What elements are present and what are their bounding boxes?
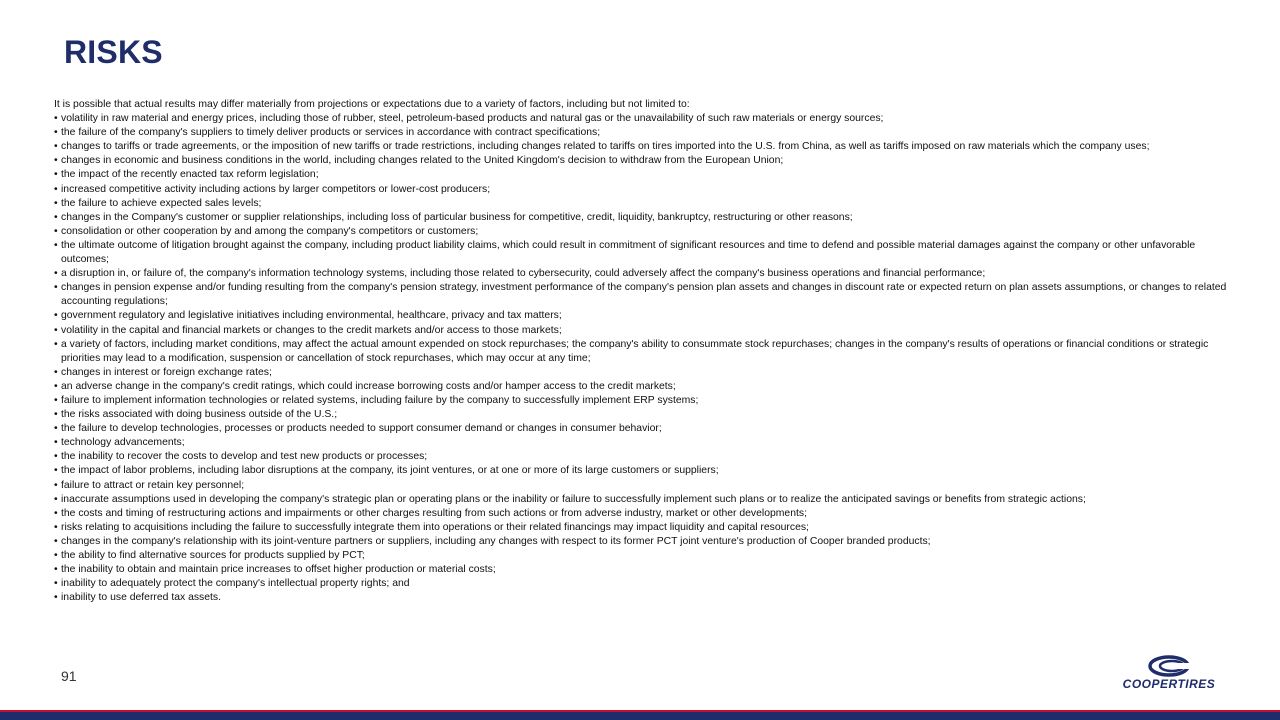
risk-item-text: changes in pension expense and/or funding resulting from the company's pension strategy, investment performance of the company's pension plan assets and changes in discount rate or expected return on plan assets assumptions, or changes to related accounting regulations; (61, 282, 1227, 308)
bullet-icon: • (54, 127, 58, 139)
bullet-icon: • (54, 535, 58, 547)
risk-item-text: failure to attract or retain key personnel; (61, 479, 245, 491)
risk-item (54, 422, 1229, 436)
risk-item (54, 154, 1229, 168)
risk-item (54, 309, 1229, 323)
logo-wordmark: COOPERTIRES (1122, 677, 1216, 691)
risk-item-text: the ability to find alternative sources for products supplied by PCT; (61, 550, 365, 561)
risk-item (54, 394, 1229, 408)
footer-accent-stripe (0, 710, 1280, 712)
risk-item-text: the ultimate outcome of litigation brought against the company, including product liability claims, which could result in commitment of significant resources and time to defend and possible material damages against the company or other unfavorable outcomes; (61, 239, 1196, 266)
risk-item (54, 197, 1229, 211)
risk-item (54, 450, 1229, 464)
risk-item (54, 408, 1229, 422)
bullet-icon: • (54, 409, 58, 421)
risk-item-text: the inability to recover the costs to develop and test new products or processes; (61, 451, 428, 463)
bullet-icon: • (54, 225, 58, 237)
risk-item-text: an adverse change in the company's credit ratings, which could increase borrowing costs and/or hamper access to the credit markets; (61, 380, 676, 392)
risk-item-text: inability to adequately protect the company's intellectual property rights; and (61, 578, 410, 590)
bullet-icon: • (54, 437, 58, 449)
risk-item-text: failure to implement information technologies or related systems, including failure by the company to successfully implement ERP systems; (61, 394, 699, 406)
risk-item (54, 338, 1229, 366)
page-number: 91 (61, 668, 77, 684)
bullet-icon: • (54, 380, 58, 392)
risk-item-text: volatility in raw material and energy prices, including those of rubber, steel, petroleum-based products and natural gas or the unavailability of such raw materials or energy sources; (61, 113, 884, 125)
bullet-icon: • (54, 282, 58, 294)
risk-content (54, 98, 1229, 605)
risk-item (54, 493, 1229, 507)
bullet-icon: • (54, 366, 58, 378)
risk-item (54, 267, 1229, 281)
risk-item (54, 436, 1229, 450)
risk-item (54, 281, 1229, 309)
bullet-icon: • (54, 493, 58, 505)
bullet-icon: • (54, 423, 58, 435)
risk-item-text: technology advancements; (61, 437, 185, 449)
bullet-icon: • (54, 197, 58, 209)
risk-item (54, 479, 1229, 493)
bullet-icon: • (54, 183, 58, 195)
risk-item (54, 239, 1229, 267)
bullet-icon: • (54, 592, 58, 604)
risk-item (54, 366, 1229, 380)
bullet-icon: • (54, 479, 58, 491)
cooper-tires-logo (1108, 655, 1230, 693)
bullet-icon: • (54, 507, 58, 519)
risk-item-text: changes in the company's relationship with its joint-venture partners or suppliers, including any changes with respect to its former PCT joint venture's production of Cooper branded products; (61, 535, 931, 547)
risk-item (54, 563, 1229, 577)
bullet-icon: • (54, 155, 58, 167)
risk-item-text: the impact of labor problems, including labor disruptions at the company, its joint ventures, or at one or more of its large customers or suppliers; (61, 465, 719, 477)
risk-item (54, 324, 1229, 338)
risk-item-text: inability to use deferred tax assets. (61, 592, 221, 604)
bullet-icon: • (54, 268, 58, 280)
risk-item-text: the costs and timing of restructuring actions and impairments or other charges resulting from such actions or from adverse industry, market or other developments; (61, 507, 807, 519)
footer-bar (0, 710, 1280, 720)
risk-item (54, 507, 1229, 521)
bullet-icon: • (54, 394, 58, 406)
risk-item-text: changes in economic and business conditions in the world, including changes related to the United Kingdom's decision to withdraw from the European Union; (61, 155, 784, 167)
risk-item (54, 591, 1229, 605)
risk-item (54, 168, 1229, 182)
slide-title: RISKS (64, 34, 163, 70)
intro-text: It is possible that actual results may differ materially from projections or expectations due to a variety of factors, including but not limited to: (54, 99, 690, 110)
risk-item-text: the failure to develop technologies, processes or products needed to support consumer demand or changes in consumer behavior; (61, 423, 662, 435)
risk-item (54, 183, 1229, 197)
bullet-icon: • (54, 578, 58, 590)
bullet-icon: • (54, 113, 58, 125)
bullet-icon: • (54, 451, 58, 463)
bullet-icon: • (54, 465, 58, 477)
risk-item-text: volatility in the capital and financial markets or changes to the credit markets and/or access to those markets; (61, 324, 562, 336)
bullet-icon: • (54, 169, 58, 181)
risk-item (54, 549, 1229, 563)
risk-item (54, 535, 1229, 549)
bullet-icon: • (54, 521, 58, 533)
risk-item-text: the impact of the recently enacted tax reform legislation; (61, 169, 319, 181)
risk-item (54, 577, 1229, 591)
risk-item-text: changes in the Company's customer or supplier relationships, including loss of particular business for competitive, credit, liquidity, bankruptcy, restructuring or other reasons; (61, 211, 853, 223)
risk-item-text: the failure of the company's suppliers to timely deliver products or services in accordance with contract specifications; (61, 127, 601, 139)
bullet-icon: • (54, 211, 58, 223)
bullet-icon: • (54, 550, 58, 561)
risk-item-text: the inability to obtain and maintain price increases to offset higher production or material costs; (61, 564, 496, 576)
risk-item (54, 126, 1229, 140)
risk-item-text: government regulatory and legislative initiatives including environmental, healthcare, privacy and tax matters; (61, 310, 562, 322)
risk-item (54, 380, 1229, 394)
bullet-icon: • (54, 338, 58, 350)
risk-list (54, 112, 1229, 605)
risk-item-text: inaccurate assumptions used in developing the company's strategic plan or operating plans or the inability or failure to successfully implement such plans or to realize the anticipated savings or benefits from strategic actions; (61, 493, 1086, 505)
risk-item-text: risks relating to acquisitions including the failure to successfully integrate them into operations or their related financings may impact liquidity and capital resources; (61, 521, 809, 533)
bullet-icon: • (54, 324, 58, 336)
risk-item (54, 112, 1229, 126)
risk-item-text: a variety of factors, including market conditions, may affect the actual amount expended on stock repurchases; the company's ability to consummate stock repurchases; changes in the company's results of operations or financial conditions or strategic priorities may lead to a modification, suspension or cancellation of stock repurchases, which may occur at any time; (61, 338, 1209, 364)
bullet-icon: • (54, 564, 58, 576)
risk-item-text: changes to tariffs or trade agreements, or the imposition of new tariffs or trade restrictions, including changes related to tariffs on tires imported into the U.S. from China, as well as tariffs imposed on raw materials which the company uses; (61, 141, 1150, 153)
risk-item-text: the failure to achieve expected sales levels; (61, 197, 262, 209)
risk-item-text: the risks associated with doing business outside of the U.S.; (61, 409, 338, 421)
risk-item (54, 140, 1229, 154)
bullet-icon: • (54, 310, 58, 322)
bullet-icon: • (54, 141, 58, 153)
bullet-icon: • (54, 239, 58, 251)
risk-item (54, 521, 1229, 535)
risk-item-text: consolidation or other cooperation by and among the company's competitors or customers; (61, 225, 479, 237)
risk-item-text: a disruption in, or failure of, the company's information technology systems, including those related to cybersecurity, could adversely affect the company's business operations and financial performance; (61, 268, 986, 280)
risk-item-text: increased competitive activity including actions by larger competitors or lower-cost producers; (61, 183, 491, 195)
risk-item (54, 211, 1229, 225)
cooper-swoosh-icon (1148, 655, 1190, 677)
risk-item (54, 225, 1229, 239)
risk-item (54, 464, 1229, 478)
risk-item-text: changes in interest or foreign exchange rates; (61, 366, 272, 378)
